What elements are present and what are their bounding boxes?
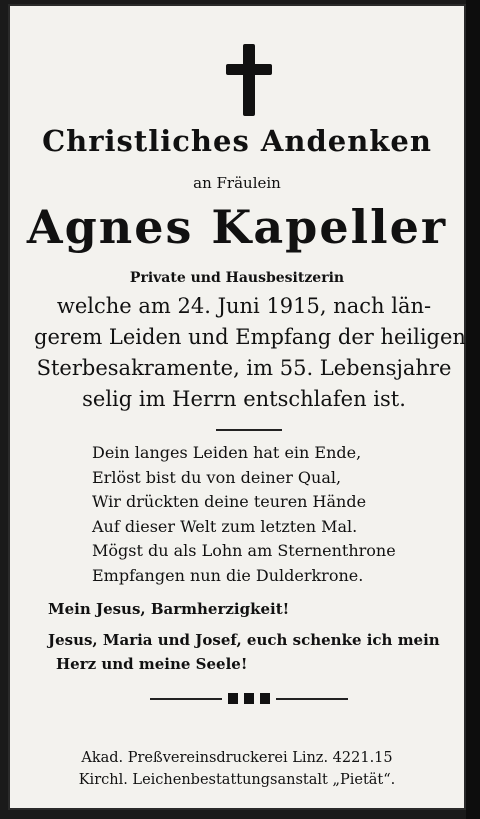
funeral-service-line: Kirchl. Leichenbestattungsanstalt „Pietät“. xyxy=(78,772,396,788)
paragraph-line: Sterbesakramente, im 55. Lebensjahre xyxy=(36,356,452,380)
divider-rule xyxy=(216,429,282,431)
verse-line: Erlöst bist du von deiner Qual, xyxy=(92,467,342,487)
paragraph-line: gerem Leiden und Empfang der heiligen xyxy=(34,325,466,349)
divider-ornament xyxy=(150,692,350,706)
death-notice-paragraph xyxy=(34,291,466,415)
prayer-block-2 xyxy=(48,628,440,676)
addressee-line: an Fräulein xyxy=(193,174,281,192)
memorial-card xyxy=(8,4,466,810)
paragraph-line: selig im Herrn entschlafen ist. xyxy=(82,387,406,411)
verse-line: Wir drückten deine teuren Hände xyxy=(92,492,367,511)
occupation-line: Private und Hausbesitzerin xyxy=(129,270,345,286)
verse-line: Empfangen nun die Dulderkrone. xyxy=(92,565,364,585)
prayer-line-1: Mein Jesus, Barmherzigkeit! xyxy=(48,600,290,618)
verse-line: Mögst du als Lohn am Sternenthrone xyxy=(92,541,396,560)
verse-line: Auf dieser Welt zum letzten Mal. xyxy=(92,516,358,536)
memorial-verse xyxy=(92,441,422,588)
card-edge-shadow xyxy=(466,0,480,819)
verse-line: Dein langes Leiden hat ein Ende, xyxy=(92,443,362,462)
prayer-line: Jesus, Maria und Josef, euch schenke ich mein xyxy=(48,631,440,649)
prayer-line: Herz und meine Seele! xyxy=(56,655,248,673)
deceased-name: Agnes Kapeller xyxy=(26,200,448,254)
cross-icon xyxy=(226,44,272,116)
paragraph-line: welche am 24. Juni 1915, nach län- xyxy=(56,294,432,318)
card-heading: Christliches Andenken xyxy=(42,124,432,158)
printer-line: Akad. Preßvereinsdruckerei Linz. 4221.15 xyxy=(81,750,393,766)
